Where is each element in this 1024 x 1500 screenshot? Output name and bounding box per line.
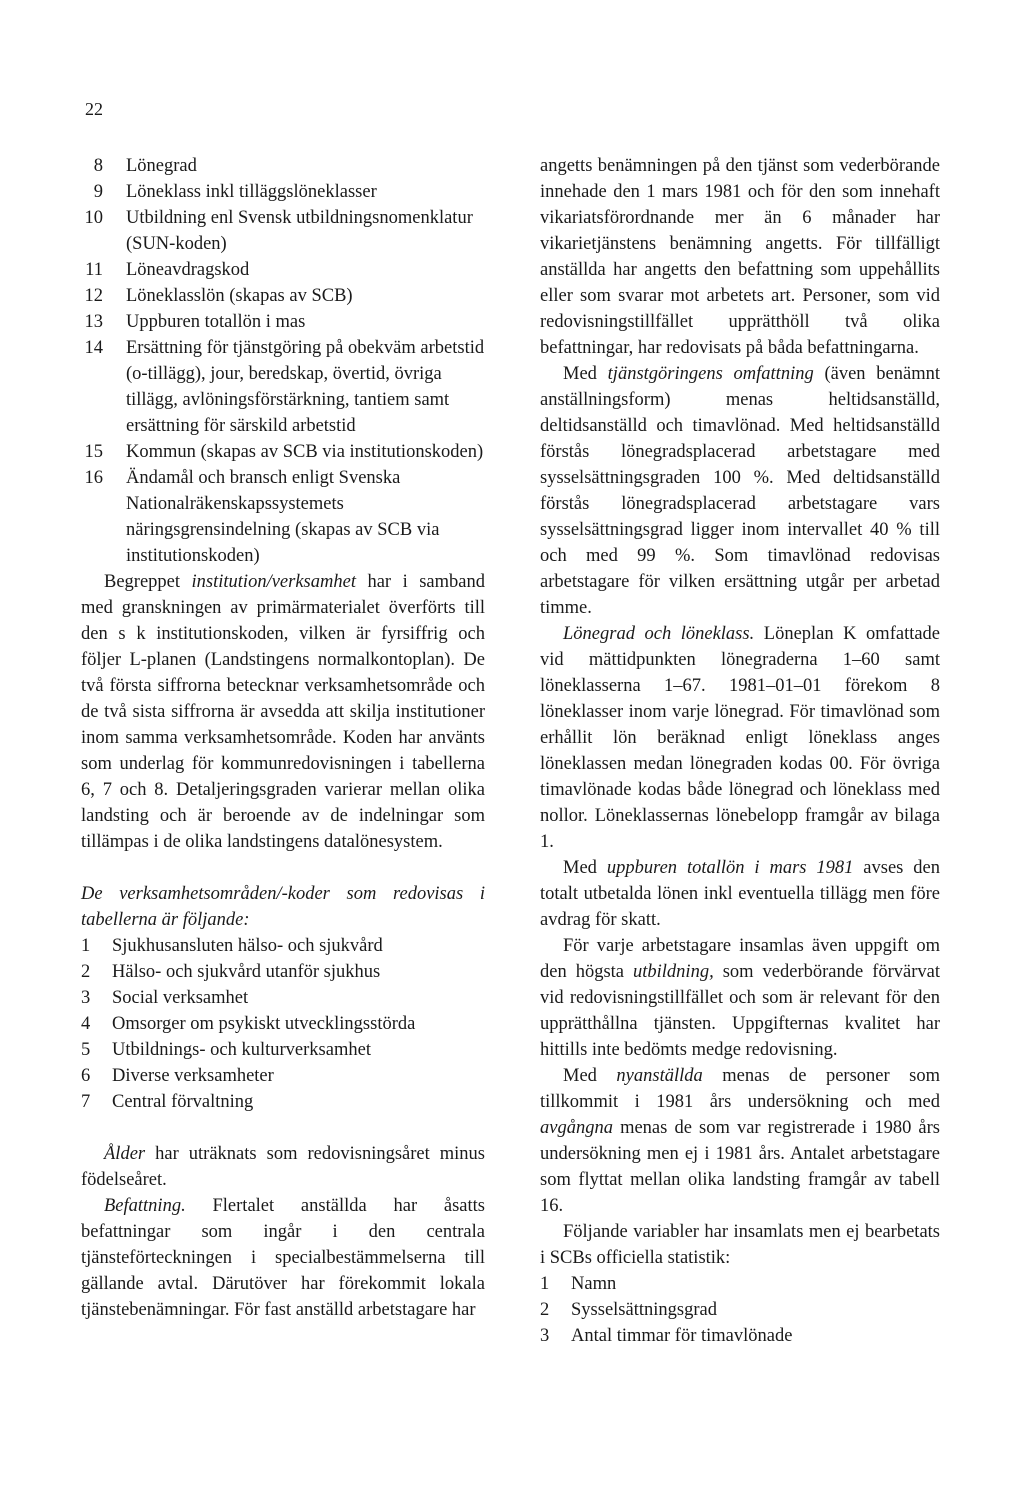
item-number: 11: [85, 260, 103, 280]
item-number: 13: [84, 312, 103, 332]
item-text: Ändamål och bransch enligt Svenska Nationalräkenskapssystemets näringsgrensindelning (skapas av SCB via institutionskoden): [126, 468, 440, 566]
item-text: Utbildning enl Svensk utbildningsnomenklatur (SUN-koden): [126, 208, 473, 254]
item-number: 2: [540, 1300, 550, 1320]
item-text: Sysselsättningsgrad: [571, 1300, 717, 1320]
item-text: Social verksamhet: [112, 988, 249, 1008]
item-number: 15: [84, 442, 103, 462]
item-number: 8: [93, 156, 103, 176]
institution-paragraph: [81, 569, 485, 855]
item-number: 9: [93, 182, 103, 202]
item-number: 6: [81, 1066, 91, 1086]
paragraph-text: menas de som var registrerade i 1980 års undersökning men ej i 1981 års. Antalet arbetstagare som flyttat mellan olika landsting framgår av tabell 16.: [540, 1118, 941, 1216]
page-number: 22: [85, 99, 103, 119]
item-text: Hälso- och sjukvård utanför sjukhus: [112, 962, 381, 982]
paragraph-text: har i samband med granskningen av primärmaterialet överförts till den s k institutionskoden, vilken är fyrsiffrig och följer L-planen (Landstingens normalkontoplan). De två första siffrorna betecknar verksamhetsområde och de två sista siffrorna är avsedda att skilja institutioner inom samma verksamhetsområde. Koden har använts som underlag för kommunredovisningen i tabellerna 6, 7 och 8. Detaljeringsgraden varierar mellan olika landsting och är beroende av de indelningar som tillämpas i de olika landstingens datalönesystem.: [81, 572, 485, 852]
list-item: [81, 205, 485, 257]
paragraph-lead: Med: [563, 1066, 597, 1086]
term-position: Befattning.: [104, 1196, 186, 1216]
total-salary-paragraph: [540, 855, 940, 933]
item-number: 7: [81, 1092, 91, 1112]
item-number: 3: [81, 988, 91, 1008]
paragraph-text: har uträknats som redovisningsåret minus födelseåret.: [81, 1144, 486, 1190]
spacer: [81, 855, 485, 881]
item-text: Uppburen totallön i mas: [126, 312, 306, 332]
item-number: 1: [540, 1274, 550, 1294]
following-list: [540, 1271, 940, 1349]
item-number: 1: [81, 936, 91, 956]
paragraph-lead: För varje arbetstagare insamlas även uppgift om den högsta: [540, 936, 940, 982]
following-intro: Följande variabler har insamlats men ej bearbetats i SCBs officiella statistik:: [540, 1222, 940, 1268]
left-column: [81, 153, 485, 1323]
list-item: [81, 985, 485, 1011]
paragraph-mid: menas de personer som tillkommit i 1981 års undersökning och med: [540, 1066, 941, 1112]
item-number: 2: [81, 962, 91, 982]
areas-heading: [81, 881, 485, 933]
term-salary-grade: Lönegrad och löneklass.: [563, 624, 755, 644]
item-text: Löneklasslön (skapas av SCB): [126, 286, 353, 306]
term-departed: avgångna: [540, 1118, 613, 1138]
age-paragraph: [81, 1141, 485, 1193]
list-item: [81, 1011, 485, 1037]
term-scope: tjänstgöringens omfattning: [607, 364, 814, 384]
continuation-paragraph: angetts benämningen på den tjänst som vederbörande innehade den 1 mars 1981 och för den som innehaft vikariatsförordnande mer än 6 månader har vikarietjänstens benämning angetts. För tillfälligt anställda har angetts den befattning som uppehållits eller som svarar mot arbetets art. Personer, som vid redovisningstillfället upprätthöll två olika befattningar, har redovisats på båda befattningarna.: [540, 156, 940, 358]
item-number: 16: [84, 468, 103, 488]
item-text: Omsorger om psykiskt utvecklingsstörda: [112, 1014, 416, 1034]
spacer: [81, 1115, 485, 1141]
paragraph-text: som vederbörande förvärvat vid redovisningstillfället och som är relevant för den upprätthållna tjänsten. Uppgifternas kvalitet har hittills inte bedömts medge redovisning.: [540, 962, 940, 1060]
new-hires-paragraph: [540, 1063, 940, 1219]
item-number: 5: [81, 1040, 91, 1060]
item-text: Central förvaltning: [112, 1092, 254, 1112]
variable-list: [81, 153, 485, 569]
term-age: Ålder: [104, 1144, 146, 1164]
item-number: 3: [540, 1326, 550, 1346]
item-number: 10: [84, 208, 103, 228]
item-text: Sjukhusansluten hälso- och sjukvård: [112, 936, 383, 956]
list-item: [81, 153, 485, 179]
paragraph-lead: Med: [563, 364, 597, 384]
list-item: [81, 283, 485, 309]
paragraph-text: avses den totalt utbetalda lönen inkl eventuella tillägg men före avdrag för skatt.: [540, 858, 940, 930]
list-item: [81, 959, 485, 985]
item-text: Lönegrad: [126, 156, 197, 176]
item-number: 12: [84, 286, 103, 306]
paragraph-text: (även benämnt anställningsform) menas heltidsanställd, deltidsanställd och timavlönad. Med heltidsanställd förstås lönegradsplacerad arbetstagare med sysselsättningsgraden 100 %. Med deltidsanställd förstås lönegradsplacerad arbetstagare vars sysselsättningsgrad ligger inom intervallet 40 % till och med 99 %. Som timavlönad redovisas arbetstagare för vilken ersättning utgår per arbetad timme.: [540, 364, 940, 618]
list-item: [540, 1297, 940, 1323]
list-item: [81, 309, 485, 335]
scope-paragraph: [540, 361, 940, 621]
list-item: [81, 335, 485, 439]
item-text: Utbildnings- och kulturverksamhet: [112, 1040, 371, 1060]
list-item: [81, 1037, 485, 1063]
item-text: Löneklass inkl tilläggslöneklasser: [126, 182, 377, 202]
list-item: [81, 257, 485, 283]
paragraph-text: Flertalet anställda har åsatts befattningar som ingår i den centrala tjänsteförteckningen i specialbestämmelserna till gällande avtal. Därutöver har förekommit lokala tjänstebenämningar. För fast anställd arbetstagare har: [81, 1196, 485, 1320]
item-text: Löneavdragskod: [126, 260, 250, 280]
list-item: [81, 439, 485, 465]
term-education: utbildning,: [633, 962, 714, 982]
list-item: [81, 1089, 485, 1115]
term-new-hires: nyanställda: [616, 1066, 703, 1086]
list-item: [81, 465, 485, 569]
item-text: Namn: [571, 1274, 617, 1294]
term-institution: institution/verksamhet: [191, 572, 356, 592]
salary-grade-paragraph: [540, 621, 940, 855]
position-paragraph: [81, 1193, 485, 1323]
paragraph-text: Löneplan K omfattade vid mättidpunkten lönegraderna 1–60 samt löneklasserna 1–67. 1981–01–01 förekom 8 löneklasser inom varje lönegrad. För timavlönad som erhållit lön beräknad enligt löneklass anges löneklassen medan lönegraden kodas 00. För övriga timavlönade kodas både lönegrad och löneklass med nollor. Löneklassernas lönebelopp framgår av bilaga 1.: [540, 624, 941, 852]
list-item: [81, 1063, 485, 1089]
item-text: Antal timmar för timavlönade: [571, 1326, 793, 1346]
list-item: [81, 179, 485, 205]
education-paragraph: [540, 933, 940, 1063]
heading-text: De verksamhetsområden/-koder som redovisas i tabellerna är följande:: [81, 884, 485, 930]
item-text: Diverse verksamheter: [112, 1066, 274, 1086]
term-total-salary: uppburen totallön i mars 1981: [606, 858, 854, 878]
item-text: Kommun (skapas av SCB via institutionskoden): [126, 442, 484, 462]
list-item: [81, 933, 485, 959]
item-number: 14: [84, 338, 103, 358]
paragraph-lead: Med: [563, 858, 597, 878]
item-number: 4: [81, 1014, 91, 1034]
areas-list: [81, 933, 485, 1115]
right-column: [540, 153, 940, 1349]
list-item: [540, 1271, 940, 1297]
paragraph-lead: Begreppet: [104, 572, 181, 592]
list-item: [540, 1323, 940, 1349]
item-text: Ersättning för tjänstgöring på obekväm arbetstid (o-tillägg), jour, beredskap, övertid, övriga tillägg, avlöningsförstärkning, tantiem samt ersättning för särskild arbetstid: [126, 338, 485, 436]
